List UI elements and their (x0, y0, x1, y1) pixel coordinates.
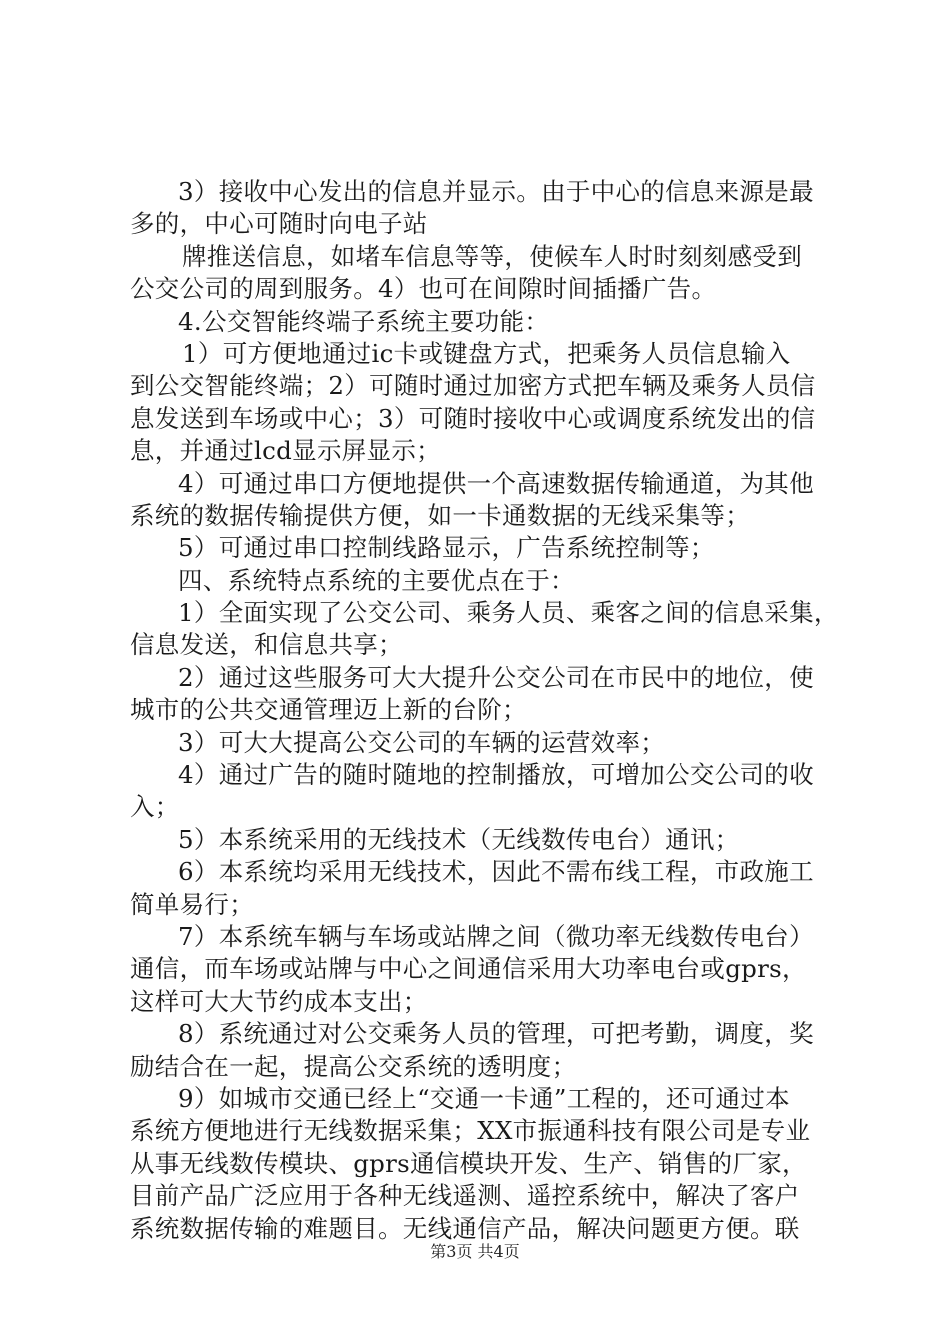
text-line: 6）本系统均采用无线技术，因此不需布线工程，市政施工 (178, 857, 814, 887)
text-line: 9）如城市交通已经上“交通一卡通”工程的，还可通过本 (178, 1083, 790, 1113)
text-line: 4）可通过串口方便地提供一个高速数据传输通道，为其他 (178, 468, 814, 498)
text-line: 系统的数据传输提供方便，如一卡通数据的无线采集等； (130, 500, 750, 530)
text-line: 公交公司的周到服务。4）也可在间隙时间插播广告。 (130, 274, 717, 304)
text-line: 5）本系统采用的无线技术（无线数传电台）通讯； (178, 824, 740, 854)
page-footer (0, 1242, 950, 1262)
text-line: 8）系统通过对公交乘务人员的管理，可把考勤，调度，奖 (178, 1019, 814, 1049)
text-line: 目前产品广泛应用于各种无线遥测、遥控系统中，解决了客户 (130, 1181, 800, 1211)
page-number-label: 第3页 共4页 (430, 1242, 520, 1261)
text-line: 7）本系统车辆与车场或站牌之间（微功率无线数传电台） (178, 921, 814, 951)
text-line: 多的，中心可随时向电子站 (130, 209, 428, 239)
document-body (130, 176, 840, 1245)
text-line: 2）通过这些服务可大大提升公交公司在市民中的地位，使 (178, 662, 814, 692)
text-line: 牌推送信息，如堵车信息等等，使候车人时时刻刻感受到 (182, 241, 802, 271)
text-line: 息发送到车场或中心；3）可随时接收中心或调度系统发出的信 (130, 403, 816, 433)
text-line: 通信，而车场或站牌与中心之间通信采用大功率电台或gprs， (130, 954, 807, 984)
text-line: 息，并通过lcd显示屏显示； (130, 436, 441, 466)
text-line: 5）可通过串口控制线路显示，广告系统控制等； (178, 533, 715, 563)
text-line: 信息发送，和信息共享； (130, 630, 403, 660)
text-line: 系统数据传输的难题目。无线通信产品，解决问题更方便。联 (130, 1213, 800, 1243)
text-line: 到公交智能终端；2）可随时通过加密方式把车辆及乘务人员信 (130, 371, 816, 401)
text-line: 系统方便地进行无线数据采集；XX市振通科技有限公司是专业 (130, 1116, 811, 1146)
text-line: 入； (130, 792, 180, 822)
text-line: 城市的公共交通管理迈上新的台阶； (130, 695, 527, 725)
text-line: 3）接收中心发出的信息并显示。由于中心的信息来源是最 (178, 177, 814, 206)
text-line: 1）可方便地通过ic卡或键盘方式，把乘务人员信息输入 (182, 338, 791, 368)
text-line: 4.公交智能终端子系统主要功能： (178, 306, 550, 336)
text-line: 3）可大大提高公交公司的车辆的运营效率； (178, 727, 666, 757)
text-line: 4）通过广告的随时随地的控制播放，可增加公交公司的收 (178, 760, 814, 790)
text-line: 简单易行； (130, 889, 254, 919)
text-line: 励结合在一起，提高公交系统的透明度； (130, 1051, 577, 1081)
text-line: 1）全面实现了公交公司、乘务人员、乘客之间的信息采集， (178, 598, 839, 628)
text-line: 从事无线数传模块、gprs通信模块开发、生产、销售的厂家， (130, 1148, 807, 1178)
text-line: 四、系统特点系统的主要优点在于： (178, 565, 575, 595)
text-line: 这样可大大节约成本支出； (130, 986, 428, 1016)
